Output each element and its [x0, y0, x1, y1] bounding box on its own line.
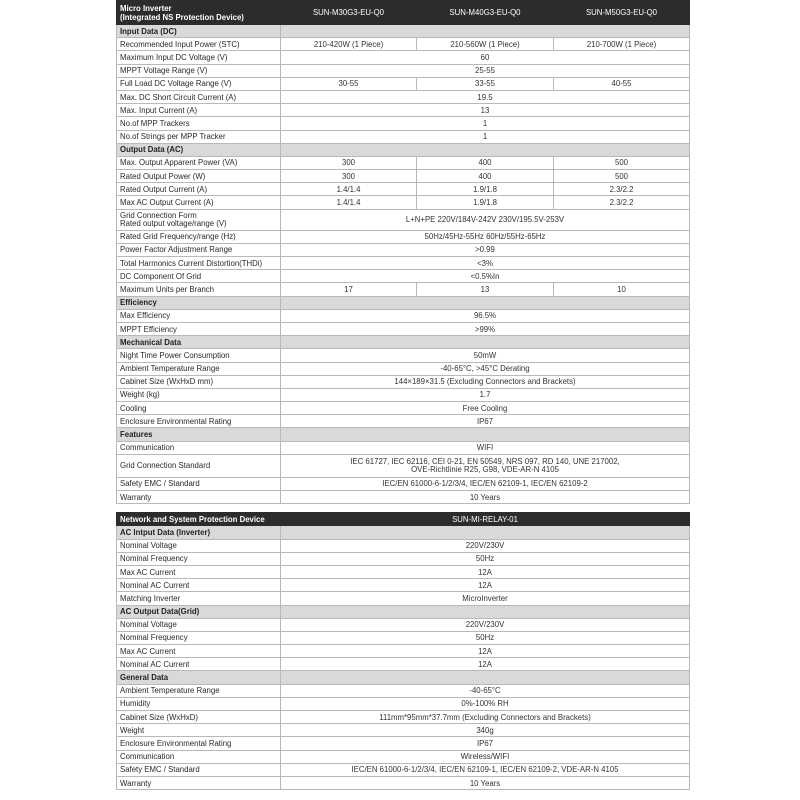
spec-label: Max Efficiency: [117, 309, 281, 322]
section-header: [117, 336, 690, 349]
spec-row-enclosure-environmental-rating: [117, 415, 690, 428]
relay-title: Network and System Protection Device: [117, 513, 281, 526]
spec-value-shared: 144×189×31.5 (Excluding Connectors and Brackets): [281, 375, 690, 388]
section-fill: [281, 526, 690, 539]
spec-label: No.of MPP Trackers: [117, 117, 281, 130]
section-header: [117, 671, 690, 684]
spec-label: Safety EMC / Standard: [117, 477, 281, 490]
spec-value-line2: OVE-Richtlinie R25, G98, VDE-AR-N 4105: [411, 464, 559, 474]
spec-label: No.of Strings per MPP Tracker: [117, 130, 281, 143]
spec-value-shared: 12A: [281, 645, 690, 658]
spec-row-no-of-mpp-trackers: [117, 117, 690, 130]
spec-row-no-of-strings-per-mpp-tracker: [117, 130, 690, 143]
spec-row-humidity: [117, 697, 690, 710]
spec-row-grid-connection-standard: [117, 454, 690, 477]
spec-row-max-ac-current: [117, 565, 690, 578]
model-header-3: SUN-M50G3-EU-Q0: [554, 1, 690, 25]
section-title: Output Data (AC): [117, 143, 281, 156]
spec-row-warranty: [117, 491, 690, 504]
micro-inverter-title-line1: Micro Inverter: [120, 3, 172, 13]
spec-label: Nominal Voltage: [117, 539, 281, 552]
spec-value-shared: 340g: [281, 724, 690, 737]
spec-row-ambient-temperature-range: [117, 362, 690, 375]
spec-value-model-3: 2.3/2.2: [554, 196, 690, 209]
spec-value-shared: [281, 454, 690, 477]
spec-value-model-1: 1.4/1.4: [281, 183, 417, 196]
section-title: Input Data (DC): [117, 25, 281, 38]
spec-label: Communication: [117, 441, 281, 454]
section-title: AC Intput Data (Inverter): [117, 526, 281, 539]
spec-value-shared: 1: [281, 117, 690, 130]
spec-row-night-time-power-consumption: [117, 349, 690, 362]
spec-value-model-1: 30-55: [281, 77, 417, 90]
spec-row-mppt-voltage-range-v: [117, 64, 690, 77]
spec-label: Rated Grid Frequency/range (Hz): [117, 230, 281, 243]
section-header: [117, 143, 690, 156]
section-header: [117, 296, 690, 309]
spec-row-cabinet-size-wxhxd-mm: [117, 375, 690, 388]
spec-label: Rated Output Power (W): [117, 170, 281, 183]
spec-label: Matching Inverter: [117, 592, 281, 605]
spec-label: Max. DC Short Circuit Current (A): [117, 90, 281, 103]
spec-value-model-3: 10: [554, 283, 690, 296]
spec-value-shared: IP67: [281, 415, 690, 428]
spec-value-shared: IEC/EN 61000-6-1/2/3/4, IEC/EN 62109-1, IEC/EN 62109-2, VDE-AR-N 4105: [281, 763, 690, 776]
spec-value-model-1: 300: [281, 170, 417, 183]
spec-value-model-1: 210-420W (1 Piece): [281, 38, 417, 51]
spec-label: Max AC Current: [117, 565, 281, 578]
spec-row-weight: [117, 724, 690, 737]
spec-value-shared: 50Hz: [281, 552, 690, 565]
spec-value-model-1: 300: [281, 156, 417, 169]
spec-value-shared: IEC/EN 61000-6-1/2/3/4, IEC/EN 62109-1, IEC/EN 62109-2: [281, 477, 690, 490]
spec-value-model-2: 210-560W (1 Piece): [417, 38, 554, 51]
spec-value-shared: Free Cooling: [281, 402, 690, 415]
section-title: AC Output Data(Grid): [117, 605, 281, 618]
spec-row-communication: [117, 750, 690, 763]
spec-row-rated-output-power-w: [117, 170, 690, 183]
model-header-2: SUN-M40G3-EU-Q0: [417, 1, 554, 25]
spec-value-shared: <0.5%In: [281, 270, 690, 283]
spec-label: Total Harmonics Current Distortion(THDi): [117, 257, 281, 270]
spec-value-shared: 0%-100% RH: [281, 697, 690, 710]
spec-label: Max AC Output Current (A): [117, 196, 281, 209]
spec-label-line2: Rated output voltage/range (V): [120, 218, 227, 228]
spec-label: Nominal Frequency: [117, 631, 281, 644]
spec-row-maximum-input-dc-voltage-v: [117, 51, 690, 64]
spec-row-max-ac-output-current-a: [117, 196, 690, 209]
spec-row-matching-inverter: [117, 592, 690, 605]
spec-label: [117, 209, 281, 230]
spec-value-shared: 10 Years: [281, 491, 690, 504]
section-header: [117, 526, 690, 539]
spec-value-shared: 1: [281, 130, 690, 143]
section-title: Features: [117, 428, 281, 441]
spec-row-max-dc-short-circuit-current-a: [117, 90, 690, 103]
spec-row-max-input-current-a: [117, 104, 690, 117]
spec-value-shared: 12A: [281, 658, 690, 671]
spec-value-model-2: 33-55: [417, 77, 554, 90]
spec-value-shared: 10 Years: [281, 776, 690, 789]
spec-label: Maximum Input DC Voltage (V): [117, 51, 281, 64]
spec-value-shared: 220V/230V: [281, 539, 690, 552]
spec-value-model-3: 2.3/2.2: [554, 183, 690, 196]
spec-row-safety-emc-standard: [117, 477, 690, 490]
spec-label: Power Factor Adjustment Range: [117, 243, 281, 256]
section-title: Mechanical Data: [117, 336, 281, 349]
spec-value-shared: 19.5: [281, 90, 690, 103]
spec-label: Full Load DC Voltage Range (V): [117, 77, 281, 90]
spec-label: Cabinet Size (WxHxD): [117, 711, 281, 724]
spec-label: Weight: [117, 724, 281, 737]
spec-row-communication: [117, 441, 690, 454]
spec-label: Communication: [117, 750, 281, 763]
micro-inverter-title: [117, 1, 281, 25]
spec-row-warranty: [117, 776, 690, 789]
spec-value-shared: 12A: [281, 579, 690, 592]
spec-label: Grid Connection Standard: [117, 454, 281, 477]
spec-label: Maximum Units per Branch: [117, 283, 281, 296]
spec-label: Nominal AC Current: [117, 579, 281, 592]
spec-value-shared: 111mm*95mm*37.7mm (Excluding Connectors and Brackets): [281, 711, 690, 724]
spec-label: Enclosure Environmental Rating: [117, 415, 281, 428]
spec-value-model-2: 400: [417, 170, 554, 183]
spec-label: Nominal AC Current: [117, 658, 281, 671]
spec-value-shared: >99%: [281, 322, 690, 335]
spec-row-max-output-apparent-power-va: [117, 156, 690, 169]
spec-label: Ambient Temperature Range: [117, 684, 281, 697]
spec-value-shared: 60: [281, 51, 690, 64]
spec-row-mppt-efficiency: [117, 322, 690, 335]
spec-value-shared: -40-65°C, >45°C Derating: [281, 362, 690, 375]
spec-label: Humidity: [117, 697, 281, 710]
spec-label: Nominal Voltage: [117, 618, 281, 631]
spec-value-shared: Wireless/WIFI: [281, 750, 690, 763]
spec-value-model-2: 1.9/1.8: [417, 183, 554, 196]
spec-row-safety-emc-standard: [117, 763, 690, 776]
spec-value-shared: L+N+PE 220V/184V-242V 230V/195.5V-253V: [281, 209, 690, 230]
spec-label: Max AC Current: [117, 645, 281, 658]
spec-value-model-2: 400: [417, 156, 554, 169]
spec-row-rated-grid-frequency-range-hz: [117, 230, 690, 243]
spec-value-shared: -40-65°C: [281, 684, 690, 697]
section-title: Efficiency: [117, 296, 281, 309]
spec-row-recommended-input-power-stc: [117, 38, 690, 51]
section-fill: [281, 336, 690, 349]
spec-label-line1: Grid Connection Form: [120, 210, 197, 220]
section-header: [117, 605, 690, 618]
spec-value-shared: IP67: [281, 737, 690, 750]
spec-row-cabinet-size-wxhxd: [117, 711, 690, 724]
spec-row-rated-output-current-a: [117, 183, 690, 196]
micro-inverter-title-line2: (Integrated NS Protection Device): [120, 12, 244, 22]
spec-label: Ambient Temperature Range: [117, 362, 281, 375]
micro-inverter-header-row: [117, 1, 690, 25]
spec-value-model-2: 1.9/1.8: [417, 196, 554, 209]
spec-label: Rated Output Current (A): [117, 183, 281, 196]
spec-row-enclosure-environmental-rating: [117, 737, 690, 750]
spec-row-nominal-frequency: [117, 552, 690, 565]
spec-row-nominal-ac-current: [117, 579, 690, 592]
relay-model: SUN-MI-RELAY-01: [281, 513, 690, 526]
section-header: [117, 25, 690, 38]
spec-value-model-2: 13: [417, 283, 554, 296]
spec-value-model-1: 17: [281, 283, 417, 296]
spec-row-max-efficiency: [117, 309, 690, 322]
spec-value-model-3: 500: [554, 156, 690, 169]
spec-label: Warranty: [117, 776, 281, 789]
spec-value-shared: 96.5%: [281, 309, 690, 322]
spec-label: DC Component Of Grid: [117, 270, 281, 283]
spec-row-full-load-dc-voltage-range-v: [117, 77, 690, 90]
spec-value-shared: WIFI: [281, 441, 690, 454]
spec-value-model-3: 210-700W (1 Piece): [554, 38, 690, 51]
section-header: [117, 428, 690, 441]
spec-row-total-harmonics-current-distortion-thdi: [117, 257, 690, 270]
spec-value-model-1: 1.4/1.4: [281, 196, 417, 209]
spec-label: Weight (kg): [117, 388, 281, 401]
spec-value-shared: 220V/230V: [281, 618, 690, 631]
spec-label: MPPT Efficiency: [117, 322, 281, 335]
spec-row-nominal-voltage: [117, 539, 690, 552]
spec-label: Night Time Power Consumption: [117, 349, 281, 362]
spec-label: Nominal Frequency: [117, 552, 281, 565]
section-fill: [281, 428, 690, 441]
section-fill: [281, 605, 690, 618]
relay-table: [116, 512, 690, 790]
spec-sheet: [116, 0, 689, 790]
spec-value-shared: 25-55: [281, 64, 690, 77]
spec-row-weight-kg: [117, 388, 690, 401]
spec-row-cooling: [117, 402, 690, 415]
spec-row-nominal-ac-current: [117, 658, 690, 671]
model-header-1: SUN-M30G3-EU-Q0: [281, 1, 417, 25]
spec-value-model-3: 500: [554, 170, 690, 183]
spec-value-shared: MicroInverter: [281, 592, 690, 605]
spec-row-power-factor-adjustment-range: [117, 243, 690, 256]
spec-row-ambient-temperature-range: [117, 684, 690, 697]
spec-label: Max. Output Apparent Power (VA): [117, 156, 281, 169]
spec-label: Enclosure Environmental Rating: [117, 737, 281, 750]
spec-row-nominal-voltage: [117, 618, 690, 631]
spec-value-shared: 50mW: [281, 349, 690, 362]
section-title: General Data: [117, 671, 281, 684]
spec-value-shared: >0.99: [281, 243, 690, 256]
spec-row-max-ac-current: [117, 645, 690, 658]
spec-label: Max. Input Current (A): [117, 104, 281, 117]
section-fill: [281, 143, 690, 156]
spec-value-shared: 12A: [281, 565, 690, 578]
spec-value-shared: <3%: [281, 257, 690, 270]
spec-label: MPPT Voltage Range (V): [117, 64, 281, 77]
spec-value-shared: 50Hz/45Hz-55Hz 60Hz/55Hz-65Hz: [281, 230, 690, 243]
spec-value-model-3: 40-55: [554, 77, 690, 90]
spec-value-shared: 1.7: [281, 388, 690, 401]
spec-value-shared: 50Hz: [281, 631, 690, 644]
spec-value-line1: IEC 61727, IEC 62116, CEI 0-21, EN 50549, NRS 097, RD 140, UNE 217002,: [350, 456, 620, 466]
section-fill: [281, 671, 690, 684]
spec-row-grid-connection-form: [117, 209, 690, 230]
spec-row-maximum-units-per-branch: [117, 283, 690, 296]
spec-label: Cabinet Size (WxHxD mm): [117, 375, 281, 388]
spec-label: Warranty: [117, 491, 281, 504]
spec-label: Cooling: [117, 402, 281, 415]
spec-label: Safety EMC / Standard: [117, 763, 281, 776]
section-fill: [281, 25, 690, 38]
relay-header-row: [117, 513, 690, 526]
spec-value-shared: 13: [281, 104, 690, 117]
spec-label: Recommended Input Power (STC): [117, 38, 281, 51]
spec-row-nominal-frequency: [117, 631, 690, 644]
section-fill: [281, 296, 690, 309]
micro-inverter-table: [116, 0, 690, 504]
spec-row-dc-component-of-grid: [117, 270, 690, 283]
